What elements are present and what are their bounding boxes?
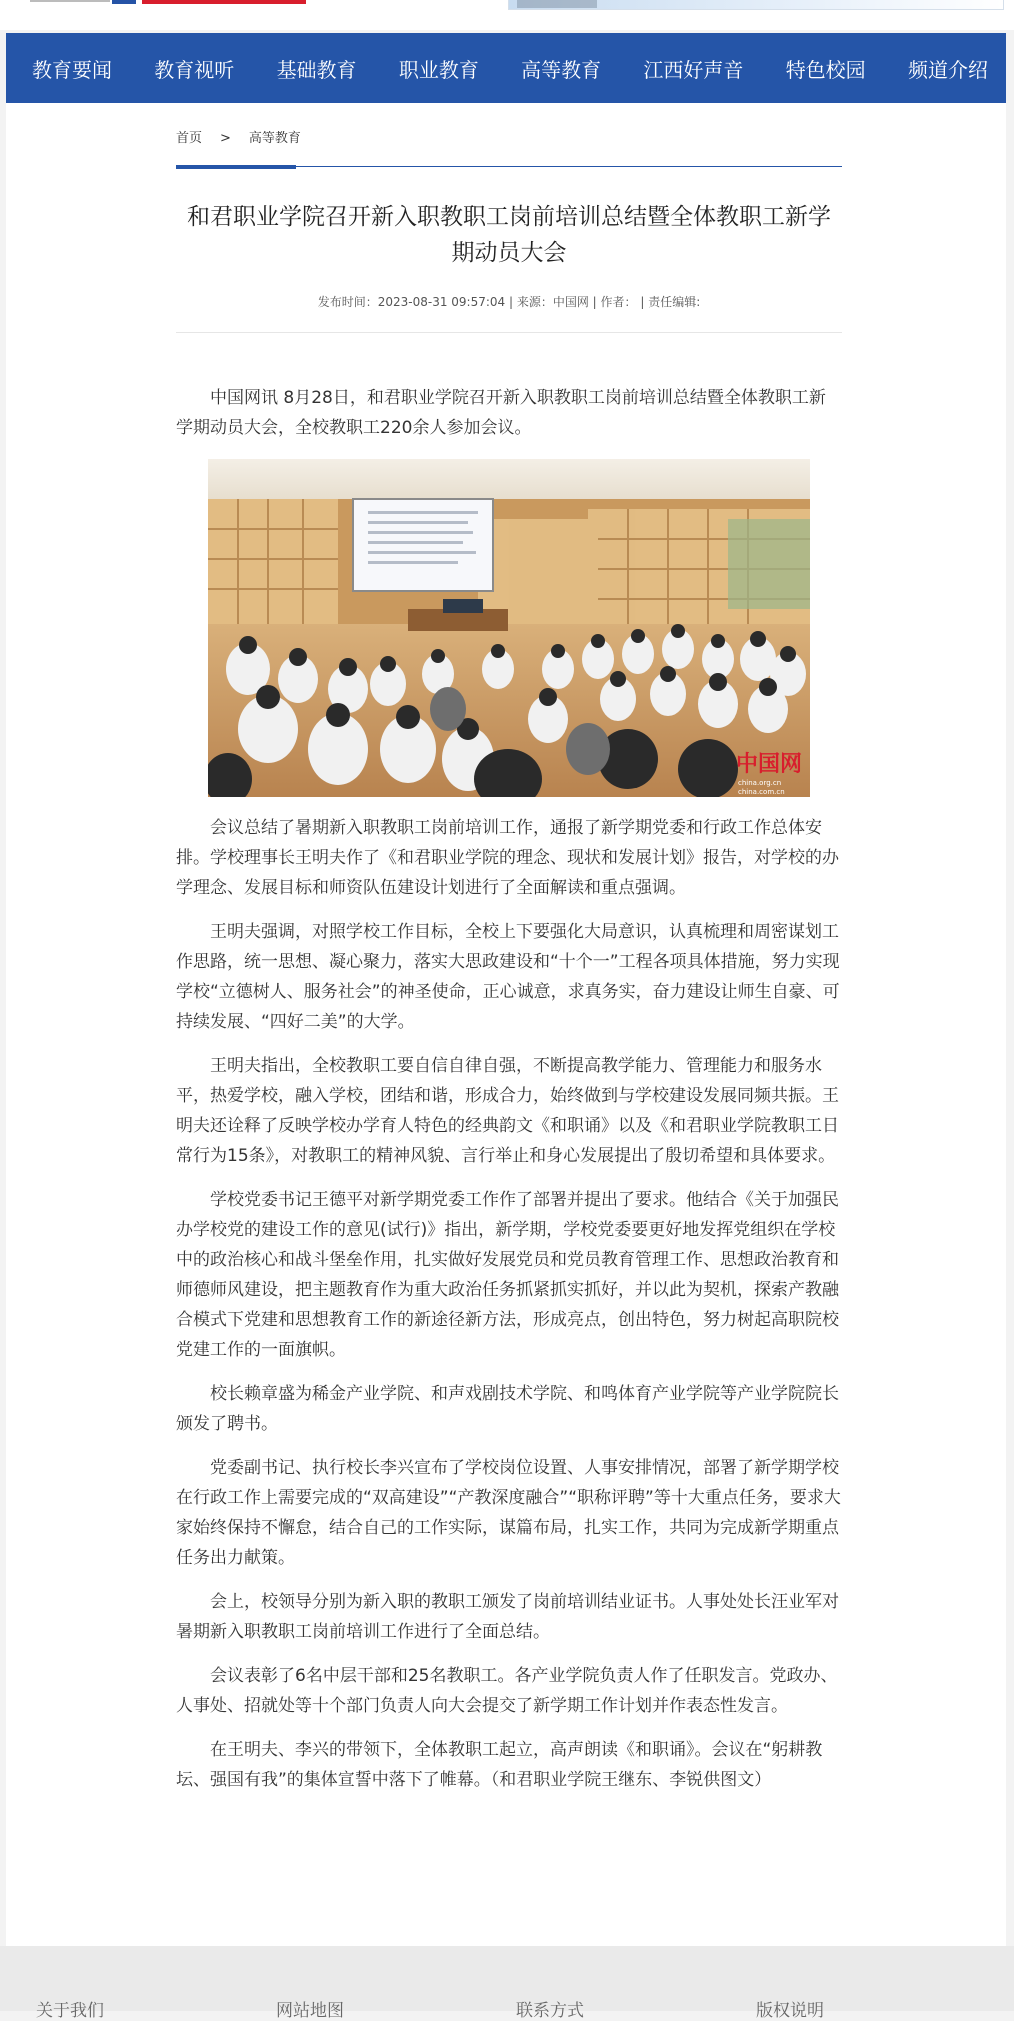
article-paragraph: 会议表彰了6名中层干部和25名教职工。各产业学院负责人作了任职发言。党政办、人事处、招就处等十个部门负责人向大会提交了新学期工作计划并作表态性发言。 — [176, 1666, 838, 1716]
article-paragraph: 会议总结了暑期新入职教职工岗前培训工作，通报了新学期党委和行政工作总体安排。学校理事长王明夫作了《和君职业学院的理念、现状和发展计划》报告，对学校的办学理念、发展目标和师资队伍建设计划进行了全面解读和重点强调。 — [176, 818, 839, 898]
nav-item-education-news[interactable]: 教育要闻 — [32, 57, 112, 82]
banner-graphic — [517, 0, 597, 8]
article-meta: 发布时间：2023-08-31 09:57:04 | 来源：中国网 | 作者： | 责任编辑: — [317, 295, 701, 309]
logo-blue-bar — [112, 0, 136, 4]
article-paragraph: 在王明夫、李兴的带领下，全体教职工起立，高声朗读《和职诵》。会议在“躬耕教坛、强国有我”的集体宣誓中落下了帷幕。（和君职业学院王继东、李锐供图文） — [176, 1740, 823, 1790]
top-header-strip — [0, 0, 1014, 30]
nav-item-jiangxi-voice[interactable]: 江西好声音 — [643, 57, 744, 82]
header-banner[interactable] — [508, 0, 1004, 10]
breadcrumb-home[interactable]: 首页 — [176, 131, 203, 146]
svg-text:china.org.cn: china.org.cn — [738, 779, 782, 787]
article-paragraph: 王明夫强调，对照学校工作目标，全校上下要强化大局意识，认真梳理和周密谋划工作思路，统一思想、凝心聚力，落实大思政建设和“十个一”工程各项具体措施，努力实现学校“立德树人、服务社会”的神圣使命，正心诚意，求真务实，奋力建设让师生自豪、可持续发展、“四好二美”的大学。 — [176, 922, 840, 1032]
article-paragraph: 会上，校领导分别为新入职的教职工颁发了岗前培训结业证书。人事处处长汪业军对暑期新入职教职工岗前培训工作进行了全面总结。 — [176, 1592, 839, 1642]
article-paragraph: 学校党委书记王德平对新学期党委工作作了部署并提出了要求。他结合《关于加强民办学校党的建设工作的意见(试行)》指出，新学期，学校党委要更好地发挥党组织在学校中的政治核心和战斗堡垒作用，扎实做好发展党员和党员教育管理工作、思想政治教育和师德师风建设，把主题教育作为重大政治任务抓紧抓实抓好，并以此为契机，探索产教融合模式下党建和思想教育工作的新途径新方法，形成亮点，创出特色，努力树起高职院校党建工作的一面旗帜。 — [176, 1190, 839, 1360]
article-body — [176, 383, 842, 1809]
footer-link-about[interactable]: 关于我们 — [36, 2001, 104, 2021]
breadcrumb — [176, 127, 301, 146]
article-photo — [208, 459, 810, 797]
breadcrumb-separator: > — [220, 131, 231, 146]
nav-item-basic-education[interactable]: 基础教育 — [276, 57, 357, 82]
svg-text:china.com.cn: china.com.cn — [738, 788, 785, 796]
meta-divider — [176, 332, 842, 333]
site-footer — [0, 1946, 1014, 2021]
svg-text:中国网: 中国网 — [736, 752, 803, 777]
article-photo-wrap — [176, 459, 842, 797]
logo-red-bar — [142, 0, 306, 4]
article-paragraph: 校长赖章盛为稀金产业学院、和声戏剧技术学院、和鸣体育产业学院等产业学院院长颁发了聘书。 — [176, 1384, 839, 1434]
site-logo[interactable] — [20, 0, 104, 4]
breadcrumb-divider-accent — [176, 165, 296, 169]
logo-text-fragment — [30, 0, 110, 2]
channel-navbar — [6, 33, 1006, 103]
breadcrumb-current[interactable]: 高等教育 — [248, 131, 301, 146]
nav-item-education-video[interactable]: 教育视听 — [154, 57, 235, 82]
article-paragraph: 中国网讯 8月28日，和君职业学院召开新入职教职工岗前培训总结暨全体教职工新学期动员大会，全校教职工220余人参加会议。 — [176, 388, 826, 438]
footer-link-contact[interactable]: 联系方式 — [516, 2001, 584, 2021]
article-paragraph: 党委副书记、执行校长李兴宣布了学校岗位设置、人事安排情况，部署了新学期学校在行政工作上需要完成的“双高建设”“产教深度融合”“职称评聘”等十大重点任务，要求大家始终保持不懈怠，结合自己的工作实际，谋篇布局，扎实工作，共同为完成新学期重点任务出力献策。 — [176, 1458, 841, 1568]
article-paragraph: 王明夫指出，全校教职工要自信自律自强，不断提高教学能力、管理能力和服务水平，热爱学校，融入学校，团结和谐，形成合力，始终做到与学校建设发展同频共振。王明夫还诠释了反映学校办学育人特色的经典韵文《和职诵》以及《和君职业学院教职工日常行为15条》，对教职工的精神风貌、言行举止和身心发展提出了殷切希望和具体要求。 — [176, 1056, 839, 1166]
nav-item-vocational-education[interactable]: 职业教育 — [398, 57, 479, 82]
content-page — [6, 103, 1006, 1946]
footer-link-copyright[interactable]: 版权说明 — [756, 2001, 824, 2021]
footer-link-sitemap[interactable]: 网站地图 — [276, 2001, 344, 2021]
nav-item-channel-intro[interactable]: 频道介绍 — [907, 57, 988, 82]
nav-item-higher-education[interactable]: 高等教育 — [521, 57, 602, 82]
nav-item-featured-campus[interactable]: 特色校园 — [785, 57, 866, 82]
article-title: 和君职业学院召开新入职教职工岗前培训总结暨全体教职工新学期动员大会 — [187, 204, 831, 266]
